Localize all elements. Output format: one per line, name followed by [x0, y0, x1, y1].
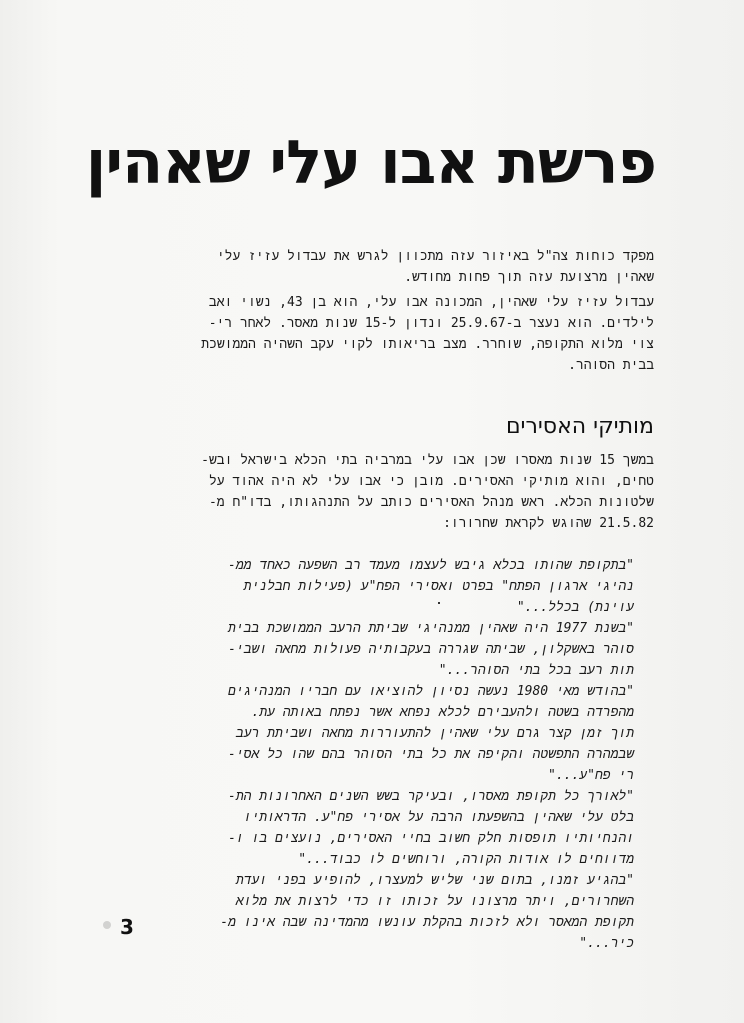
quote-line: "לאורך כל תקופת מאסרו, ובעיקר בשש השנים האחרונות הת-	[228, 789, 634, 804]
text-line: במשך 15 שנות מאסרו שכן אבו עלי במרביה בתי הכלא בישראל ובש-	[201, 453, 654, 468]
intro-paragraph	[94, 246, 654, 288]
quote-line: "בתקופת שהותו בכלא גיבש לעצמו מעמד רב השפעה כאחד ממ-	[228, 558, 634, 573]
text-line: לילדים. הוא נעצר ב-25.9.67 ונדון ל-15 שנות מאסר. לאחר רי-	[208, 316, 654, 331]
text-line: 21.5.82 שהוגש לקראת שחרורו:	[443, 516, 654, 531]
page-number: 3	[120, 915, 134, 939]
quote-line: סוהר באשקלון, שביתה שגררה בעקבותיה פעולות מחאה ושבי-	[228, 642, 634, 657]
section-heading: מותיקי האסירים	[505, 414, 654, 439]
text-line: בבית הסוהר.	[568, 358, 654, 373]
quote-line: השחרורים, ויתר מרצונו על זכותו זו כדי לרצות את מלוא	[235, 894, 634, 909]
text-line: שאהין מרצועת עזה תוך פחות מחודש.	[404, 270, 654, 285]
quote-line: כיר..."	[579, 936, 634, 951]
quote-line: מהפרדה בשטה ולהעבירם לכלא נפחא אשר נפתח באותה עת.	[251, 705, 634, 720]
section-paragraph	[94, 450, 654, 534]
text-line: מפקד כוחות צה"ל באיזור עזה מתכוון לגרש את עבדול עזיז עלי	[216, 249, 654, 264]
quote-line: והנחיותיו תופסות חלק חשוב בחיי האסירים, נועצים בו ו-	[228, 831, 634, 846]
quote-line: נהיגי ארגון הפתח" בפרט ואסירי הפח"ע (פעילות חבלנית	[243, 579, 634, 594]
text-line: שלטונות הכלא. ראש מנהל האסירים כותב על התנהגותו, בדו"ח מ-	[208, 495, 654, 510]
bio-paragraph	[94, 292, 654, 376]
quote-line: "בהגיע זמנו, בתום שני שליש למעצרו, להופיע בפני ועדת	[235, 873, 634, 888]
quote-line: בלט עלי שאהין בהשפעתו הרבה על אסירי פח"ע. הדראותיו	[243, 810, 634, 825]
quote-line: רי פח"ע..."	[548, 768, 634, 783]
page-mark	[103, 921, 111, 929]
text-line: צוי מלוא התקופה, שוחרר. מצב בריאותו לקוי עקב השהיה הממושכת	[201, 337, 654, 352]
text-line: עבדול עזיז עלי שאהין, המכונה אבו עלי, הוא בן 43, נשוי ואב	[208, 295, 654, 310]
quote-line: מדווחים לו אודות הקורה, ורוחשים לו כבוד..."	[298, 852, 634, 867]
ink-speck	[438, 602, 440, 604]
quote-line: "בשנת 1977 היה שאהין ממנהיגי שביתת הרעב הממושכת בבית	[227, 621, 634, 636]
quote-line: תוך זמן קצר גרם עלי שאהין להתעוררות מחאה ושביתת רעב	[235, 726, 634, 741]
quote-line: תקופת המאסר ולא לזכות בהקלת עונשו מהמדינה שבה אינו מ-	[220, 915, 634, 930]
quote-line: עוינת) בכלל..."	[516, 600, 634, 615]
text-line: טחים, והוא מותיקי האסירים. מובן כי אבו עלי לא היה אהוד על	[208, 474, 654, 489]
quoted-report	[94, 555, 634, 954]
quote-line: "בהודש מאי 1980 נעשה נסיון להוציאו עם חבריו המנהיגים	[227, 684, 634, 699]
quote-line: שבמהרה התפשטה והקיפה את כל בתי הסוהר בהם שהו כל אסי-	[228, 747, 634, 762]
quote-line: תות רעב בכל בתי הסוהר..."	[438, 663, 634, 678]
page-title: פרשת אבו עלי שאהין	[85, 128, 656, 198]
